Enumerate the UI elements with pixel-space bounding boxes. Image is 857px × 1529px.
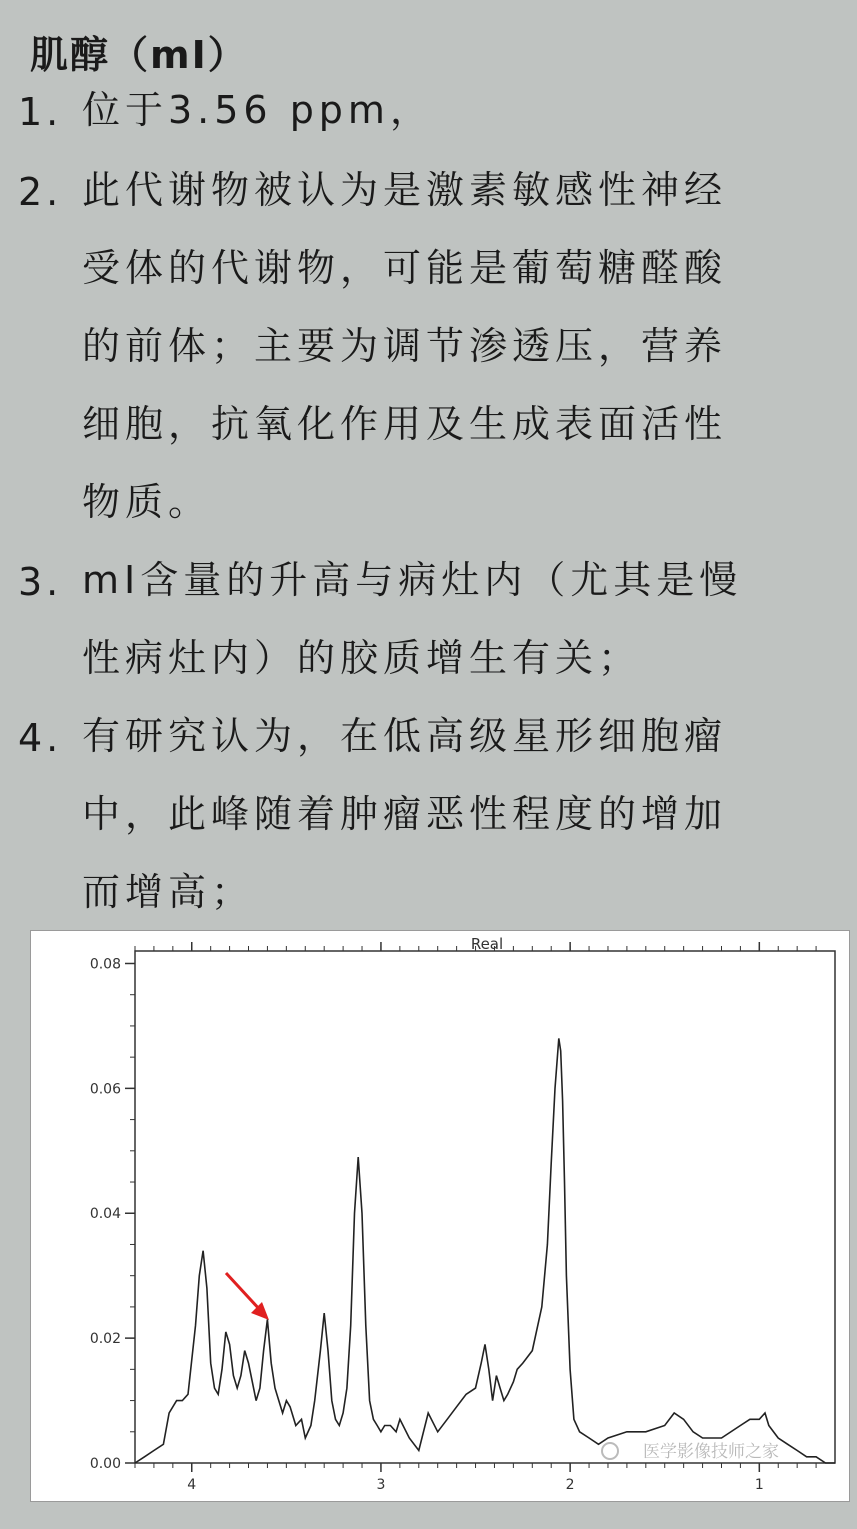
x-tick-label: 4	[187, 1477, 197, 1493]
arrow-shaft	[226, 1273, 261, 1311]
wechat-logo-icon	[602, 1443, 618, 1459]
spectrum-line	[135, 1038, 835, 1463]
item-line: 性病灶内）的胶质增生有关；	[82, 636, 642, 680]
y-tick-label: 0.06	[89, 1081, 121, 1098]
watermark	[602, 1441, 779, 1462]
spectrum-chart	[30, 930, 850, 1502]
item-line: 中，此峰随着肿瘤恶性程度的增加	[82, 792, 728, 836]
item-line: 细胞，抗氧化作用及生成表面活性	[82, 402, 728, 446]
item-line: 而增高；	[82, 870, 255, 914]
item-line: 有研究认为，在低高级星形细胞瘤	[82, 714, 728, 758]
y-tick-label: 0.08	[89, 956, 121, 973]
chart-title: Real	[470, 935, 504, 953]
watermark-text: 医学影像技师之家	[643, 1442, 779, 1462]
y-tick-label: 0.04	[89, 1206, 121, 1223]
item-number: 1.	[18, 90, 63, 134]
list-item-3	[18, 560, 838, 697]
mi-peak-arrow	[226, 1273, 269, 1320]
item-number: 4.	[18, 716, 63, 760]
item-line: 物质。	[82, 480, 212, 524]
list-item-1	[18, 90, 838, 149]
item-line: 的前体；主要为调节渗透压，营养	[82, 324, 728, 368]
item-line: 受体的代谢物，可能是葡萄糖醛酸	[82, 246, 728, 290]
list-item-2	[18, 170, 838, 541]
y-tick-label: 0.00	[89, 1456, 121, 1472]
page-title: 肌醇（mI）	[30, 33, 248, 77]
item-number: 3.	[18, 560, 63, 604]
y-tick-label: 0.02	[89, 1331, 121, 1348]
item-number: 2.	[18, 170, 63, 214]
x-tick-label: 2	[565, 1477, 575, 1493]
item-line: 位于3.56 ppm，	[82, 88, 433, 132]
x-tick-label: 3	[376, 1477, 386, 1493]
item-line: 此代谢物被认为是激素敏感性神经	[82, 168, 728, 212]
x-tick-label: 1	[754, 1477, 764, 1493]
list-item-4	[18, 716, 838, 931]
spectrum-svg	[31, 931, 849, 1501]
item-line: mI含量的升高与病灶内（尤其是慢	[82, 558, 743, 602]
plot-frame	[135, 951, 835, 1463]
